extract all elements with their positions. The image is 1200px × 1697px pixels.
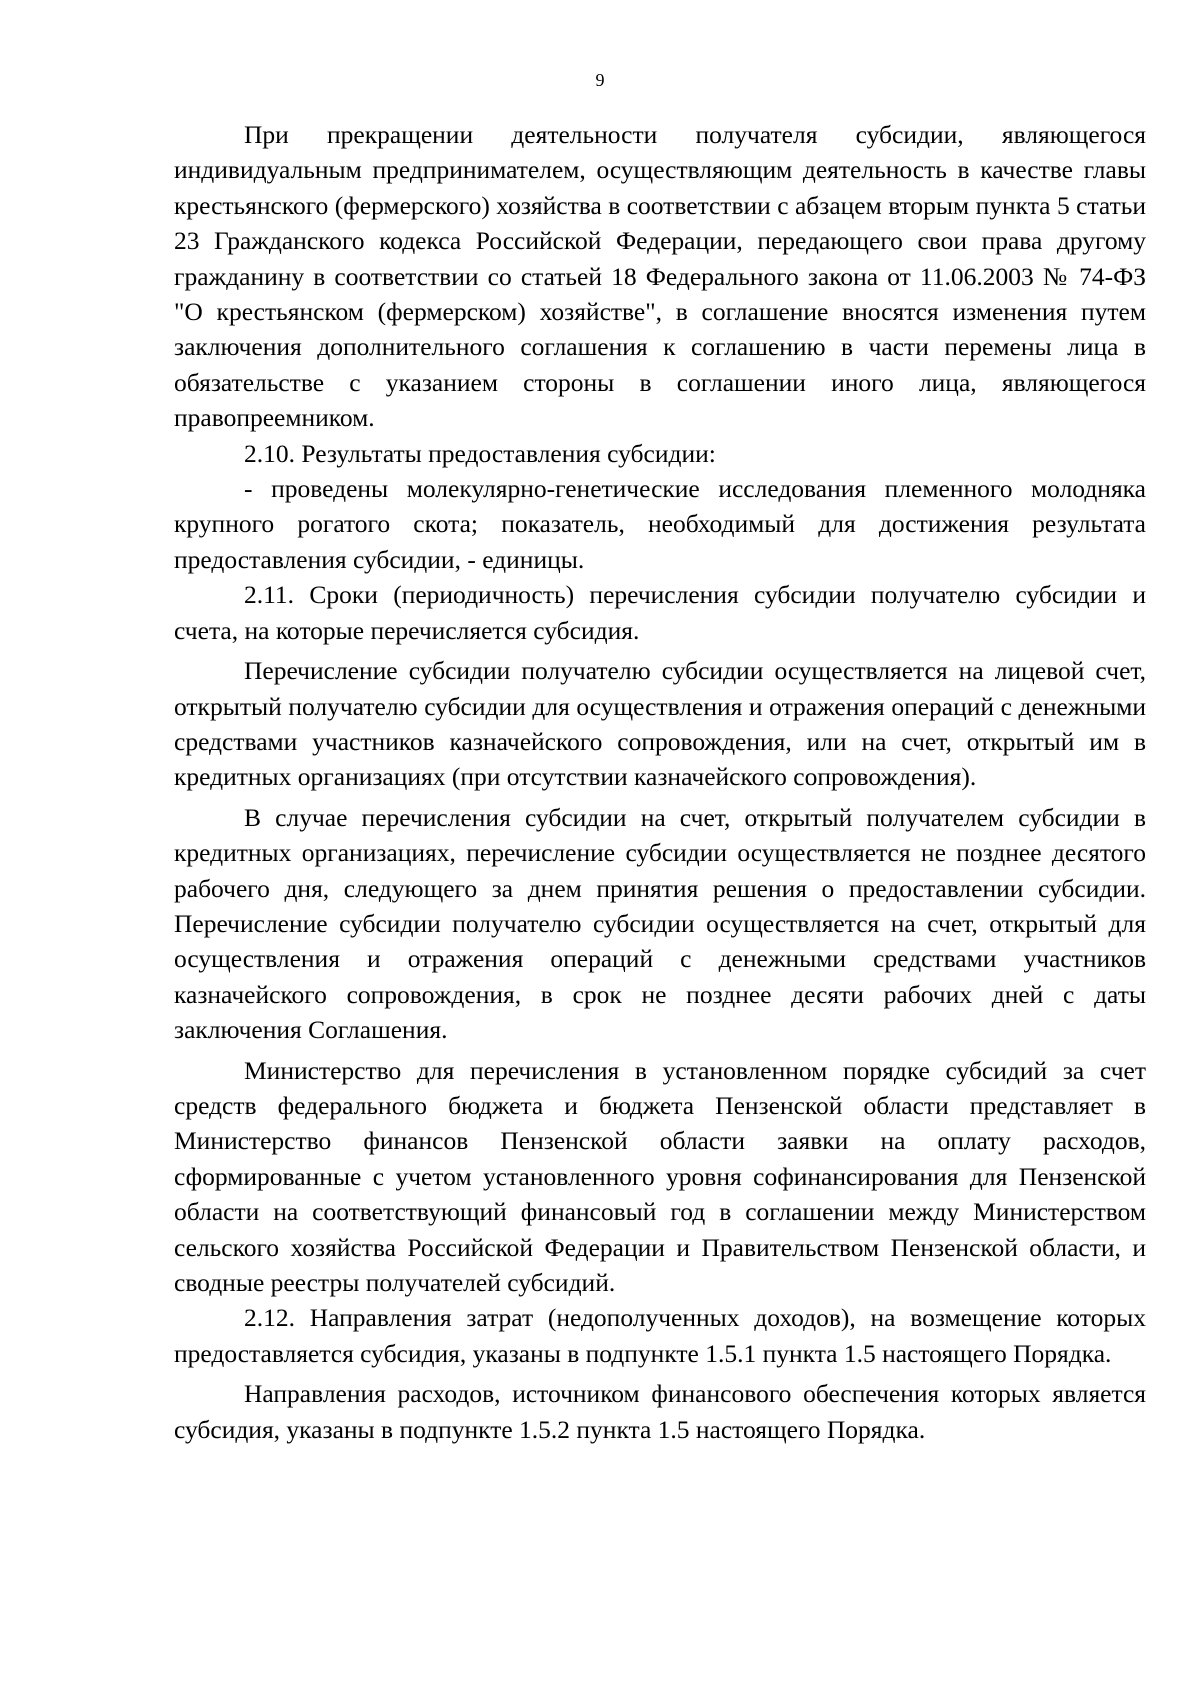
page-number: 9 xyxy=(595,70,605,90)
paragraph-section-2-11: 2.11. Сроки (периодичность) перечисления субсидии получателю субсидии и счета, на которые перечисляется субсидия. xyxy=(174,580,1146,645)
paragraph-ministry-requests: Министерство для перечисления в установленном порядке субсидий за счет средств федерального бюджета и бюджета Пензенской области представляет в Министерство финансов Пензенской области заявки на оплату расходов, сформированные с учетом установленного уровня софинансирования для Пензенской области на соответствующий финансовый год в соглашении между Министерством сельского хозяйства Российской Федерации и Правительством Пензенской области, и сводные реестры получателей субсидий. xyxy=(174,1055,1146,1297)
paragraph-section-2-10: 2.10. Результаты предоставления субсидии: xyxy=(244,438,716,468)
paragraph-transfer-terms: В случае перечисления субсидии на счет, открытый получателем субсидии в кредитных организациях, перечисление субсидии осуществляется не позднее десятого рабочего дня, следующего за днем принятия решения о предоставлении субсидии. Перечисление субсидии получателю субсидии осуществляется на счет, открытый для осуществления и отражения операций с денежными средствами участников казначейского сопровождения, в срок не позднее десяти рабочих дней с даты заключения Соглашения. xyxy=(174,802,1146,1045)
paragraph-result-item: - проведены молекулярно-генетические исследования племенного молодняка крупного рогатого скота; показатель, необходимый для достижения результата предоставления субсидии, - единицы. xyxy=(174,474,1146,574)
document-body xyxy=(174,117,1146,1447)
paragraph-expense-directions: Направления расходов, источником финансового обеспечения которых является субсидия, указаны в подпункте 1.5.2 пункта 1.5 настоящего Порядка. xyxy=(174,1379,1146,1444)
paragraph-section-2-12: 2.12. Направления затрат (недополученных доходов), на возмещение которых предоставляется субсидия, указаны в подпункте 1.5.1 пункта 1.5 настоящего Порядка. xyxy=(174,1303,1146,1368)
paragraph-transfer-account: Перечисление субсидии получателю субсидии осуществляется на лицевой счет, открытый получателю субсидии для осуществления и отражения операций с денежными средствами участников казначейского сопровождения, или на счет, открытый им в кредитных организациях (при отсутствии казначейского сопровождения). xyxy=(174,656,1146,792)
paragraph-successor-change: При прекращении деятельности получателя субсидии, являющегося индивидуальным предпринимателем, осуществляющим деятельность в качестве главы крестьянского (фермерского) хозяйства в соответствии с абзацем вторым пункта 5 статьи 23 Гражданского кодекса Российской Федерации, передающего свои права другому гражданину в соответствии со статьей 18 Федерального закона от 11.06.2003 № 74-ФЗ "О крестьянском (фермерском) хозяйстве", в соглашение вносятся изменения путем заключения дополнительного соглашения к соглашению в части перемены лица в обязательстве с указанием стороны в соглашении иного лица, являющегося правопреемником. xyxy=(174,120,1146,433)
